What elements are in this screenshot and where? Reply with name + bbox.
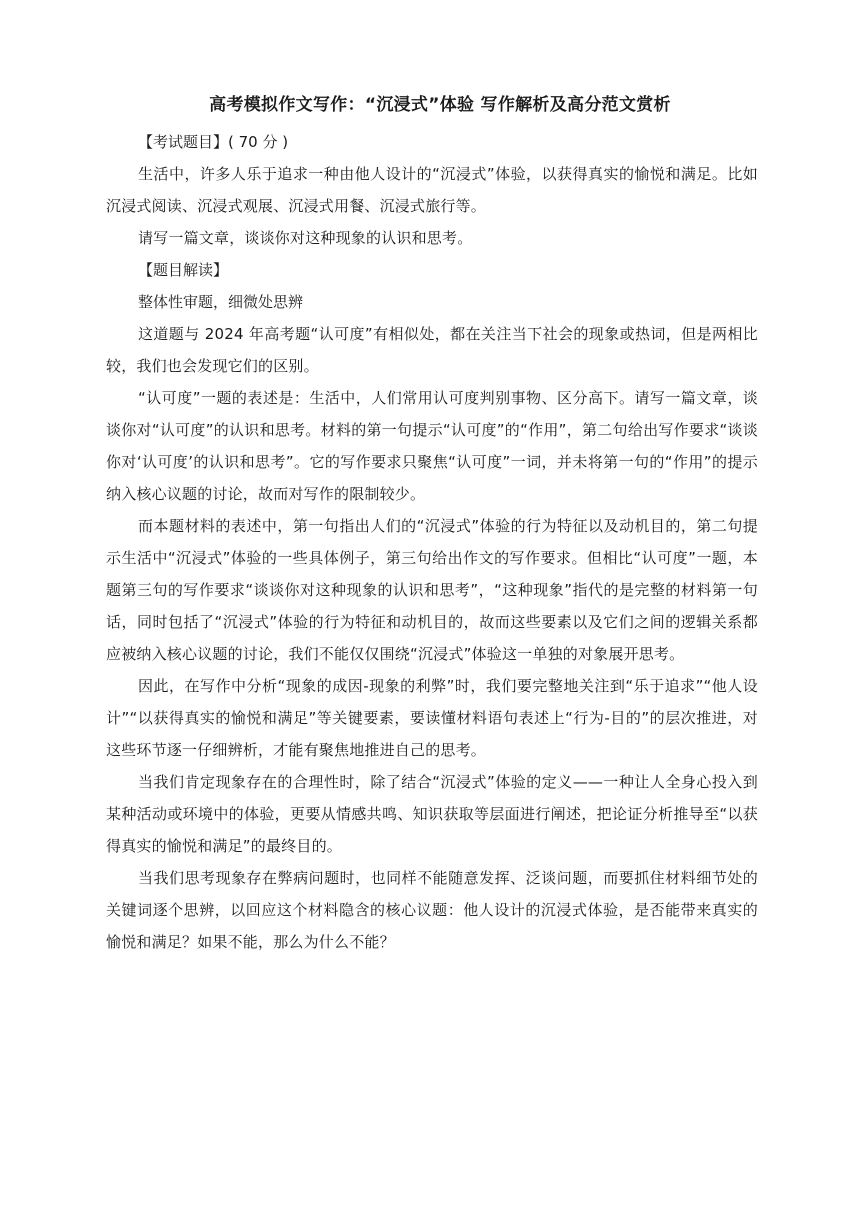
prompt-paragraph-2: 请写一篇文章，谈谈你对这种现象的认识和思考。: [138, 229, 473, 247]
analysis-subheading: 整体性审题，细微处思辨: [138, 293, 304, 311]
body-paragraph-6: 当我们思考现象存在弊病问题时，也同样不能随意发挥、泛谈问题，而要抓住材料细节处的关键词逐个思辨，以回应这个材料隐含的核心议题：他人设计的沉浸式体验，是否能带来真实的愉悦和满足？如果不能，那么为什么不能？: [106, 869, 758, 951]
body-paragraph-1: 这道题与 2024 年高考题“认可度”有相似处，都在关注当下社会的现象或热词，但是两相比较，我们也会发现它们的区别。: [106, 325, 758, 375]
prompt-paragraph-1: 生活中，许多人乐于追求一种由他人设计的“沉浸式”体验，以获得真实的愉悦和满足。比如沉浸式阅读、沉浸式观展、沉浸式用餐、沉浸式旅行等。: [106, 165, 758, 215]
body-paragraph-5: 当我们肯定现象存在的合理性时，除了结合“沉浸式”体验的定义——一种让人全身心投入到某种活动或环境中的体验，更要从情感共鸣、知识获取等层面进行阐述，把论证分析推导至“以获得真实的愉悦和满足”的最终目的。: [106, 773, 758, 855]
body-paragraph-3: 而本题材料的表述中，第一句指出人们的“沉浸式”体验的行为特征以及动机目的，第二句提示生活中“沉浸式”体验的一些具体例子，第三句给出作文的写作要求。但相比“认可度”一题，本题第三句的写作要求“谈谈你对这种现象的认识和思考”，“这种现象”指代的是完整的材料第一句话，同时包括了“沉浸式”体验的行为特征和动机目的，故而这些要素以及它们之间的逻辑关系都应被纳入核心议题的讨论，我们不能仅仅围绕“沉浸式”体验这一单独的对象展开思考。: [106, 517, 758, 663]
analysis-heading: 【题目解读】: [138, 261, 229, 279]
exam-question-heading: 【考试题目】( 70 分 ): [138, 133, 289, 151]
document-title: 高考模拟作文写作：“沉浸式”体验 写作解析及高分范文赏析: [209, 95, 671, 115]
body-paragraph-4: 因此，在写作中分析“现象的成因-现象的利弊”时，我们要完整地关注到“乐于追求”“他人设计”“以获得真实的愉悦和满足”等关键要素，要读懂材料语句表述上“行为-目的”的层次推进，对这些环节逐一仔细辨析，才能有聚焦地推进自己的思考。: [106, 677, 758, 759]
body-paragraph-2: “认可度”一题的表述是：生活中，人们常用认可度判别事物、区分高下。请写一篇文章，谈谈你对“认可度”的认识和思考。材料的第一句提示“认可度”的“作用”，第二句给出写作要求“谈谈你对‘认可度’的认识和思考”。它的写作要求只聚焦“认可度”一词，并未将第一句的“作用”的提示纳入核心议题的讨论，故而对写作的限制较少。: [106, 389, 758, 503]
